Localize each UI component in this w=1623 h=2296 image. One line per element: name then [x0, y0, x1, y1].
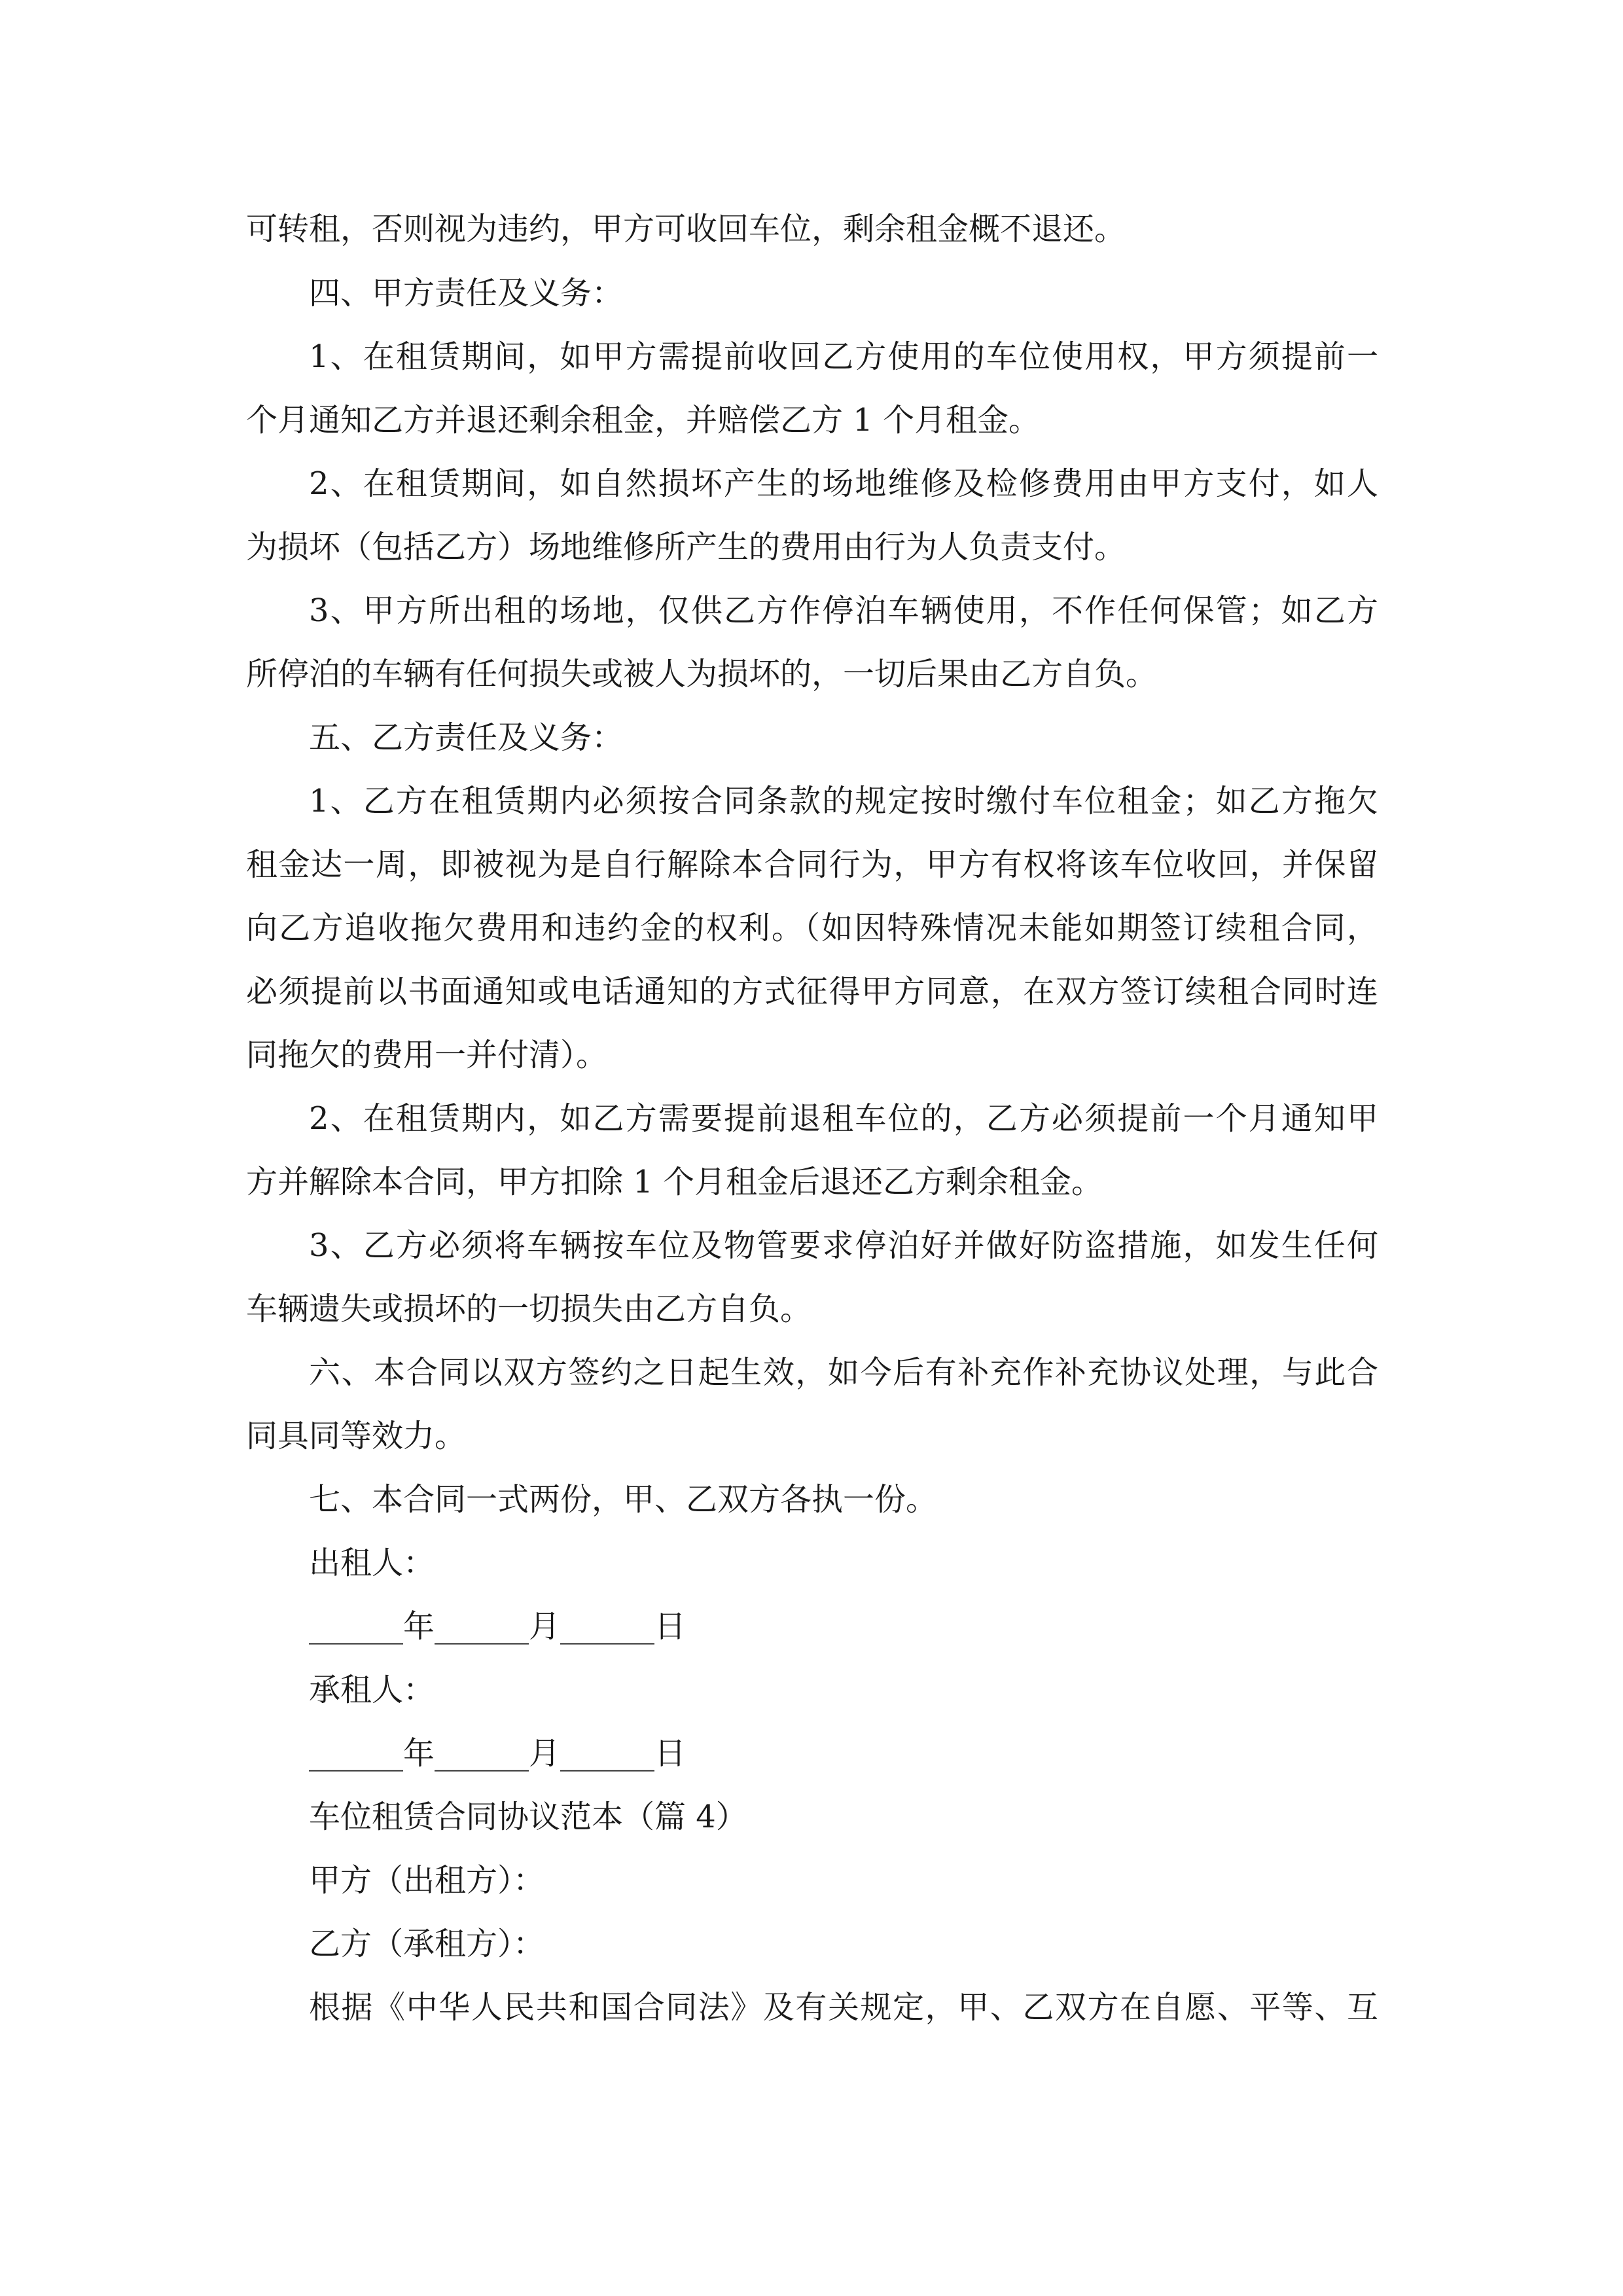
party-b-label: 乙方（承租方）： — [309, 1926, 545, 1962]
party-a-label: 甲方（出租方）： — [309, 1862, 545, 1899]
text-line: 根据《中华人民共和国合同法》及有关规定，甲、乙双方在自愿、平等、互 — [309, 1989, 1378, 2026]
text-line: 3、甲方所出租的场地，仅供乙方作停泊车辆使用，不作任何保管；如乙方 — [309, 592, 1378, 629]
text-line: 向乙方追收拖欠费用和违约金的权利。（如因特殊情况未能如期签订续租合同， — [246, 910, 1378, 946]
text-line: 1、乙方在租赁期内必须按合同条款的规定按时缴付车位租金；如乙方拖欠 — [309, 783, 1378, 819]
signature-label-lessee: 承租人： — [309, 1672, 435, 1708]
text-line: 个月通知乙方并退还剩余租金，并赔偿乙方 1 个月租金。 — [246, 402, 1041, 439]
text-line: 六、本合同以双方签约之日起生效，如今后有补充作补充协议处理，与此合 — [309, 1354, 1378, 1391]
text-line: 3、乙方必须将车辆按车位及物管要求停泊好并做好防盗措施，如发生任何 — [309, 1227, 1378, 1264]
text-line: 2、在租赁期内，如乙方需要提前退租车位的，乙方必须提前一个月通知甲 — [309, 1100, 1378, 1137]
text-line: 所停泊的车辆有任何损失或被人为损坏的，一切后果由乙方自负。 — [246, 656, 1158, 692]
date-blank: ______年______月______日 — [309, 1608, 687, 1645]
text-line: 可转租，否则视为违约，甲方可收回车位，剩余租金概不退还。 — [246, 211, 1126, 247]
document-title: 车位租赁合同协议范本（篇 4） — [309, 1799, 747, 1835]
text-line: 同具同等效力。 — [246, 1418, 467, 1454]
text-line: 同拖欠的费用一并付清）。 — [246, 1037, 608, 1073]
text-line: 方并解除本合同，甲方扣除 1 个月租金后退还乙方剩余租金。 — [246, 1164, 1103, 1200]
date-blank: ______年______月______日 — [309, 1735, 687, 1772]
text-line: 为损坏（包括乙方）场地维修所产生的费用由行为人负责支付。 — [246, 529, 1126, 565]
text-line: 2、在租赁期间，如自然损坏产生的场地维修及检修费用由甲方支付，如人 — [309, 465, 1378, 502]
signature-label-lessor: 出租人： — [309, 1545, 435, 1581]
text-line: 1、在租赁期间，如甲方需提前收回乙方使用的车位使用权，甲方须提前一 — [309, 338, 1378, 375]
text-line: 必须提前以书面通知或电话通知的方式征得甲方同意，在双方签订续租合同时连 — [246, 973, 1378, 1010]
section-heading: 五、乙方责任及义务： — [309, 719, 624, 756]
text-line: 租金达一周，即被视为是自行解除本合同行为，甲方有权将该车位收回，并保留 — [246, 846, 1378, 883]
text-line: 车辆遗失或损坏的一切损失由乙方自负。 — [246, 1291, 812, 1327]
text-line: 七、本合同一式两份，甲、乙双方各执一份。 — [309, 1481, 938, 1518]
section-heading: 四、甲方责任及义务： — [309, 275, 624, 312]
